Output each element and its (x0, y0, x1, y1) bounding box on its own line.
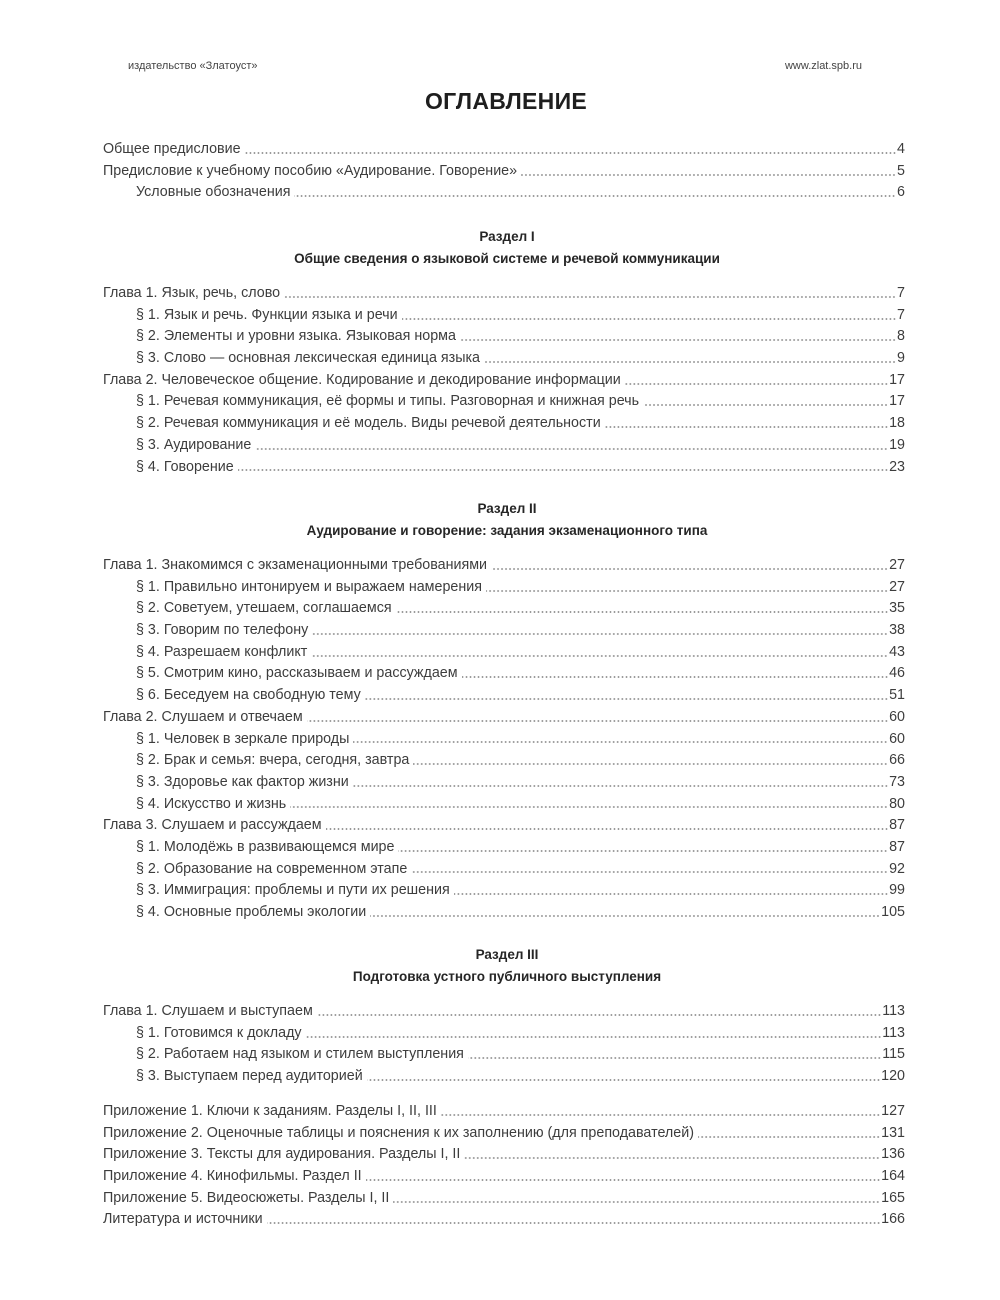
toc-entry-page: 6 (897, 184, 905, 201)
toc-entry[interactable] (103, 707, 905, 729)
toc-entry[interactable] (103, 772, 905, 794)
toc-entry[interactable] (103, 348, 905, 370)
dot-leader (365, 698, 888, 700)
dot-leader (307, 720, 888, 722)
toc-entry-page: 18 (889, 415, 905, 432)
toc-entry-page: 99 (889, 882, 905, 899)
toc-entry-page: 92 (889, 860, 905, 877)
dot-leader (290, 806, 888, 808)
toc-entry[interactable] (103, 815, 905, 837)
toc-entry-page: 120 (881, 1068, 905, 1085)
dot-leader (311, 655, 888, 657)
dot-leader (411, 871, 888, 873)
toc-entry[interactable] (103, 457, 905, 479)
toc-entry-label: Глава 2. Слушаем и отвечаем (103, 708, 303, 725)
toc-entry-page: 113 (882, 1003, 905, 1019)
toc-entry-page: 23 (889, 458, 905, 475)
toc-entry-page: 115 (882, 1046, 905, 1063)
dot-leader (306, 1036, 882, 1038)
toc-entry[interactable] (103, 283, 905, 305)
toc-entry-label: Глава 1. Слушаем и выступаем (103, 1003, 313, 1019)
toc-entry-label: § 4. Разрешаем конфликт (136, 643, 308, 660)
toc-entry[interactable] (103, 370, 905, 392)
section-2-label: Раздел II (477, 501, 537, 516)
toc-entry-label: Глава 3. Слушаем и рассуждаем (103, 817, 322, 834)
toc-entry-label: § 3. Иммиграция: проблемы и пути их решения (136, 882, 450, 899)
toc-entry-label: Литература и источники (103, 1211, 263, 1228)
toc-entry-label: § 1. Язык и речь. Функции языка и речи (136, 306, 398, 323)
dot-leader (484, 361, 896, 363)
dot-leader (370, 915, 880, 917)
toc-entry-label: Глава 1. Знакомимся с экзаменационными требованиями (103, 557, 488, 573)
toc-entry-page: 19 (889, 436, 905, 453)
toc-entry-page: 7 (897, 285, 905, 301)
toc-entry[interactable] (103, 182, 905, 204)
dot-leader (326, 828, 889, 830)
toc-entry-page: 46 (889, 665, 905, 682)
toc-entry-label: § 6. Беседуем на свободную тему (136, 687, 361, 704)
toc-entry-page: 87 (889, 838, 905, 855)
toc-entry-page: 8 (897, 328, 905, 345)
toc-entry[interactable] (103, 1144, 905, 1166)
dot-leader (441, 1114, 880, 1116)
toc-entry[interactable] (103, 1044, 905, 1066)
toc-entry-label: Глава 2. Человеческое общение. Кодирование и декодирование информации (103, 371, 621, 388)
toc-entry[interactable] (103, 1066, 905, 1088)
toc-entry[interactable] (103, 1001, 905, 1023)
toc-entry-page: 60 (889, 708, 905, 725)
toc-entry[interactable] (103, 620, 905, 642)
page-title: ОГЛАВЛЕНИЕ (424, 88, 588, 114)
toc-appendices (103, 1101, 905, 1231)
dot-leader (353, 741, 888, 743)
toc-entry-page: 87 (889, 817, 905, 834)
toc-entry-page: 105 (881, 904, 905, 920)
toc-entry[interactable] (103, 555, 905, 577)
toc-entry[interactable] (103, 326, 905, 348)
toc-entry-page: 35 (889, 600, 905, 617)
dot-leader (255, 448, 888, 450)
toc-entry-page: 27 (889, 578, 905, 595)
dot-leader (396, 611, 888, 613)
dot-leader (367, 1079, 880, 1081)
toc-entry-label: Предисловие к учебному пособию «Аудирование. Говорение» (103, 162, 518, 179)
toc-entry[interactable] (103, 1101, 905, 1123)
toc-entry[interactable] (103, 413, 905, 435)
dot-leader (398, 850, 888, 852)
toc-entry-label: § 2. Речевая коммуникация и её модель. Виды речевой деятельности (136, 415, 601, 432)
toc-entry-page: 113 (882, 1024, 905, 1041)
toc-entry[interactable] (103, 685, 905, 707)
section-1-subtitle: Общие сведения о языковой системе и речевой коммуникации (294, 251, 720, 266)
dot-leader (317, 1014, 881, 1016)
section-3-label: Раздел III (475, 947, 539, 962)
toc-entry-page: 17 (889, 371, 905, 388)
dot-leader (393, 1201, 880, 1203)
toc-entry-page: 164 (881, 1168, 905, 1185)
toc-entry[interactable] (103, 750, 905, 772)
toc-entry-page: 38 (889, 622, 905, 639)
toc-entry-page: 66 (889, 752, 905, 769)
toc-entry-label: Общее предисловие (103, 141, 241, 157)
section-1-heading (103, 226, 911, 270)
toc-entry-page: 165 (881, 1189, 905, 1206)
toc-entry-label: Приложение 1. Ключи к заданиям. Разделы I, II, III (103, 1103, 437, 1119)
toc-entry[interactable] (103, 1188, 905, 1210)
dot-leader (353, 785, 888, 787)
toc-entry-label: § 2. Советуем, утешаем, соглашаемся (136, 600, 392, 617)
dot-leader (486, 590, 888, 592)
dot-leader (312, 633, 888, 635)
section-2-subtitle: Аудирование и говорение: задания экзаменационного типа (306, 523, 708, 538)
dot-leader (491, 568, 888, 570)
toc-entry-page: 131 (881, 1124, 905, 1141)
toc-entry[interactable] (103, 435, 905, 457)
toc-entry-label: Приложение 3. Тексты для аудирования. Разделы I, II (103, 1146, 461, 1163)
toc-entry[interactable] (103, 729, 905, 751)
toc-entry-page: 17 (889, 393, 905, 410)
toc-entry[interactable] (103, 1023, 905, 1045)
section-3-subtitle: Подготовка устного публичного выступления (352, 969, 662, 984)
toc-entry-label: § 1. Готовимся к докладу (136, 1024, 302, 1041)
toc-entry[interactable] (103, 794, 905, 816)
toc-entry[interactable] (103, 391, 905, 413)
toc-entry[interactable] (103, 837, 905, 859)
toc-front-matter (103, 139, 905, 204)
toc-entry[interactable] (103, 1166, 905, 1188)
toc-entry-label: § 3. Аудирование (136, 436, 252, 453)
toc-entry-label: § 1. Речевая коммуникация, её формы и типы. Разговорная и книжная речь (136, 393, 640, 410)
toc-entry-page: 43 (889, 643, 905, 660)
dot-leader (294, 195, 896, 197)
dot-leader (605, 426, 888, 428)
toc-entry-label: § 1. Человек в зеркале природы (136, 730, 350, 747)
toc-entry[interactable] (103, 1209, 905, 1231)
toc-entry-page: 136 (881, 1146, 905, 1163)
toc-entry-label: § 2. Работаем над языком и стилем выступления (136, 1046, 464, 1063)
toc-entry[interactable] (103, 139, 905, 161)
dot-leader (468, 1057, 881, 1059)
toc-entry-label: § 4. Основные проблемы экологии (136, 904, 367, 920)
toc-entry[interactable] (103, 663, 905, 685)
dot-leader (245, 152, 896, 154)
toc-section-2 (103, 555, 905, 924)
dot-leader (625, 383, 888, 385)
section-1-label: Раздел I (479, 229, 535, 244)
toc-entry-page: 60 (889, 730, 905, 747)
dot-leader (460, 339, 896, 341)
page-header-website: www.zlat.spb.ru (784, 60, 862, 72)
toc-entry-page: 127 (881, 1103, 905, 1119)
toc-entry-label: Приложение 4. Кинофильмы. Раздел II (103, 1168, 362, 1185)
toc-entry[interactable] (103, 859, 905, 881)
dot-leader (267, 1222, 881, 1224)
toc-section-1 (103, 283, 905, 478)
toc-entry-page: 5 (897, 162, 905, 179)
dot-leader (402, 318, 896, 320)
toc-entry-page: 4 (897, 141, 905, 157)
toc-entry[interactable] (103, 598, 905, 620)
toc-entry-label: § 2. Элементы и уровни языка. Языковая норма (136, 328, 456, 345)
toc-entry-label: § 1. Правильно интонируем и выражаем намерения (136, 578, 482, 595)
toc-entry-label: Глава 1. Язык, речь, слово (103, 285, 281, 301)
toc-entry[interactable] (103, 577, 905, 599)
dot-leader (413, 763, 888, 765)
dot-leader (464, 1157, 880, 1159)
toc-entry[interactable] (103, 880, 905, 902)
toc-entry-label: § 5. Смотрим кино, рассказываем и рассуждаем (136, 665, 458, 682)
dot-leader (643, 404, 888, 406)
dot-leader (366, 1179, 880, 1181)
page-header-publisher: издательство «Златоуст» (128, 60, 258, 72)
toc-entry-label: § 3. Говорим по телефону (136, 622, 309, 639)
toc-section-3 (103, 1001, 905, 1088)
dot-leader (238, 469, 888, 471)
toc-entry-label: § 1. Молодёжь в развивающемся мире (136, 838, 395, 855)
toc-entry-label: § 3. Выступаем перед аудиторией (136, 1068, 363, 1085)
toc-entry-label: § 3. Здоровье как фактор жизни (136, 773, 349, 790)
toc-entry-label: § 4. Говорение (136, 458, 234, 475)
toc-entry-page: 51 (889, 687, 905, 704)
dot-leader (462, 676, 889, 678)
toc-entry-page: 7 (897, 306, 905, 323)
toc-entry-page: 27 (889, 557, 905, 573)
dot-leader (698, 1136, 880, 1138)
toc-entry-label: § 2. Образование на современном этапе (136, 860, 408, 877)
section-2-heading (103, 498, 911, 542)
toc-entry-page: 80 (889, 795, 905, 812)
toc-entry[interactable] (103, 161, 905, 183)
section-3-heading (103, 944, 911, 988)
toc-entry-page: 9 (897, 350, 905, 367)
toc-entry-page: 166 (881, 1211, 905, 1228)
toc-entry[interactable] (103, 1123, 905, 1145)
dot-leader (284, 296, 896, 298)
toc-entry-page: 73 (889, 773, 905, 790)
dot-leader (454, 893, 888, 895)
dot-leader (521, 174, 896, 176)
toc-entry-label: § 4. Искусство и жизнь (136, 795, 287, 812)
toc-entry-label: Приложение 5. Видеосюжеты. Разделы I, II (103, 1189, 390, 1206)
toc-entry[interactable] (103, 642, 905, 664)
toc-entry[interactable] (103, 305, 905, 327)
toc-entry-label: Приложение 2. Оценочные таблицы и пояснения к их заполнению (для преподавателей) (103, 1124, 694, 1141)
toc-entry-label: Условные обозначения (136, 184, 291, 201)
toc-entry-label: § 3. Слово — основная лексическая единица языка (136, 350, 481, 367)
toc-entry-label: § 2. Брак и семья: вчера, сегодня, завтра (136, 752, 410, 769)
toc-entry[interactable] (103, 902, 905, 924)
